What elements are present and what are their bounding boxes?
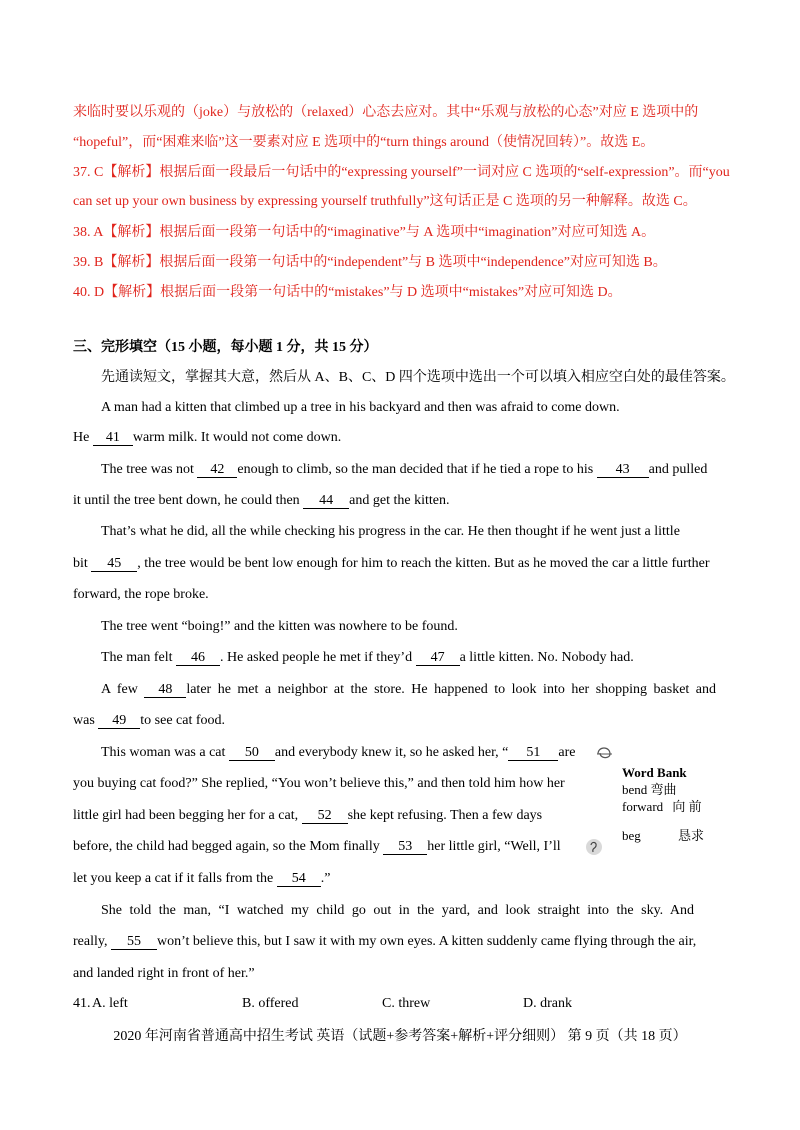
blank-48: 48 (144, 682, 186, 698)
blank-44: 44 (303, 493, 349, 509)
word-bank-word: forward (622, 799, 664, 814)
passage-text: let you keep a cat if it falls from the (73, 871, 277, 886)
passage-text: A few (101, 682, 145, 697)
passage-line (73, 807, 542, 825)
blank-54: 54 (277, 871, 321, 887)
passage-text: The man felt (101, 650, 177, 665)
passage-text: . He asked people he met if they’d (220, 650, 416, 665)
passage-line: A man had a kitten that climbed up a tree in his backyard and then was afraid to come down. (101, 400, 620, 415)
passage-line (73, 712, 225, 730)
passage-line (101, 649, 634, 667)
passage-text: it until the tree bent down, he could then (73, 493, 304, 508)
passage-line (73, 838, 561, 856)
explanation-line: can set up your own business by expressing yourself truthfully”这句话正是 C 选项的另一种解释。故选 C。 (73, 194, 697, 209)
word-bank-title: Word Bank (622, 765, 687, 780)
word-bank-item (622, 828, 704, 844)
passage-line: you buying cat food?” She replied, “You won’t believe this,” and then told him how her (73, 776, 565, 791)
blank-52: 52 (302, 808, 348, 824)
passage-text: The tree was not (101, 462, 198, 477)
page-footer: 2020 年河南省普通高中招生考试 英语（试题+参考答案+解析+评分细则） 第 9 页（共 18 页） (113, 1029, 687, 1044)
explanation-line: 38. A【解析】根据后面一段第一句话中的“imaginative”与 A 选项中“imagination”对应可知选 A。 (73, 225, 656, 240)
passage-line: That’s what he did, all the while checking his progress in the car. He then thought if he went just a little (101, 524, 680, 539)
passage-line (73, 492, 449, 510)
passage-text: a little kitten. No. Nobody had. (459, 650, 634, 665)
passage-text: to see cat food. (140, 713, 226, 728)
passage-text: won’t believe this, but I saw it with my own eyes. A kitten suddenly came flying through the air, (156, 934, 697, 949)
passage-line (101, 461, 707, 479)
passage-text: enough to climb, so the man decided that if he tied a rope to his (237, 462, 597, 477)
question-number: 41. (73, 996, 91, 1011)
word-bank-meaning: 弯曲 (650, 782, 677, 797)
scroll-decoration-icon (583, 836, 605, 858)
passage-text: before, the child had begged again, so the Mom finally (73, 839, 384, 854)
blank-45: 45 (91, 556, 137, 572)
passage-text: was (73, 713, 99, 728)
passage-text: her little girl, “Well, I’ll (427, 839, 561, 854)
passage-text: and get the kitten. (349, 493, 450, 508)
blank-50: 50 (229, 745, 275, 761)
curl-decoration-icon (592, 742, 618, 762)
passage-line (73, 555, 710, 573)
passage-text: are (558, 745, 576, 760)
section-heading: 三、完形填空（15 小题，每小题 1 分，共 15 分） (73, 340, 378, 355)
option-b[interactable]: B. offered (242, 996, 299, 1011)
passage-text: and pulled (648, 462, 708, 477)
explanation-line: 来临时要以乐观的（joke）与放松的（relaxed）心态去应对。其中“乐观与放松的心态”对应 E 选项中的 (73, 105, 699, 120)
explanation-line: 37. C【解析】根据后面一段最后一句话中的“expressing yourself”一词对应 C 选项的“self-expression”。而“you (73, 165, 730, 180)
word-bank-item (622, 799, 702, 815)
blank-46: 46 (176, 650, 220, 666)
passage-line (101, 681, 716, 699)
passage-line: She told the man, “I watched my child go out in the yard, and look straight into the sky. And (101, 903, 695, 918)
passage-text: This woman was a cat (101, 745, 229, 760)
explanation-line: 40. D【解析】根据后面一段第一句话中的“mistakes”与 D 选项中“mistakes”对应可知选 D。 (73, 285, 622, 300)
option-d[interactable]: D. drank (523, 996, 572, 1011)
passage-text: really, (73, 934, 111, 949)
blank-41: 41 (93, 430, 133, 446)
option-a[interactable]: A. left (92, 996, 128, 1011)
question-41 (73, 995, 91, 1013)
explanation-line: 39. B【解析】根据后面一段第一句话中的“independent”与 B 选项中“independence”对应可知选 B。 (73, 255, 667, 270)
passage-line (101, 744, 576, 762)
passage-text: bit (73, 556, 92, 571)
blank-42: 42 (197, 462, 237, 478)
blank-49: 49 (98, 713, 140, 729)
passage-line: forward, the rope broke. (73, 587, 209, 602)
option-c[interactable]: C. threw (382, 996, 431, 1011)
passage-text: warm milk. It would not come down. (132, 430, 342, 445)
word-bank-word: beg (622, 828, 641, 843)
passage-text: little girl had been begging her for a cat, (73, 808, 302, 823)
explanation-line: “hopeful”，而“困难来临”这一要素对应 E 选项中的“turn things around（使情况回转）”。故选 E。 (73, 135, 655, 150)
passage-line (73, 933, 696, 951)
word-bank-meaning: 恳求 (678, 828, 705, 843)
section-instructions: 先通读短文，掌握其大意，然后从 A、B、C、D 四个选项中选出一个可以填入相应空白处的最佳答案。 (101, 370, 735, 385)
blank-43: 43 (597, 462, 649, 478)
blank-47: 47 (416, 650, 460, 666)
blank-51: 51 (508, 745, 558, 761)
blank-53: 53 (383, 839, 427, 855)
passage-text: she kept refusing. Then a few days (347, 808, 543, 823)
passage-text: , the tree would be bent low enough for him to reach the kitten. But as he moved the car a little further (137, 556, 710, 571)
passage-text: .” (320, 871, 331, 886)
passage-line: The tree went “boing!” and the kitten was nowhere to be found. (101, 619, 458, 634)
blank-55: 55 (111, 934, 157, 950)
word-bank-item (622, 782, 677, 798)
passage-line (73, 429, 341, 447)
passage-line: and landed right in front of her.” (73, 966, 255, 981)
passage-line (73, 870, 330, 888)
passage-text: and everybody knew it, so he asked her, “ (274, 745, 509, 760)
word-bank-word: bend (622, 782, 648, 797)
passage-text: He (73, 430, 93, 445)
word-bank-meaning: 向 前 (672, 799, 702, 814)
passage-text: later he met a neighbor at the store. He happened to look into her shopping basket and (186, 682, 717, 697)
